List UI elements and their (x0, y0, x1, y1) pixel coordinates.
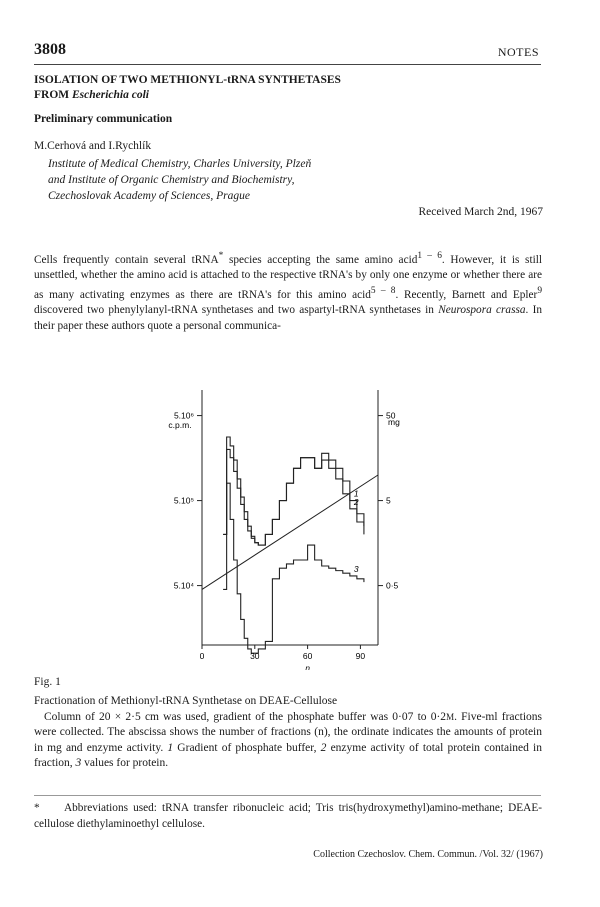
caption-text: Column of 20 × 2·5 cm was used, gradient of the phosphate buffer was 0·07 to 0·2 (44, 710, 447, 723)
citation-ref: 1 – 6 (417, 251, 442, 261)
body-text: discovered two phenylylanyl-tRNA synthetases and two aspartyl-tRNA synthetases in (34, 304, 439, 317)
citation-ref: 5 – 8 (370, 285, 396, 296)
affiliation-line: Institute of Medical Chemistry, Charles University, Plzeň (48, 158, 312, 170)
caption-text: Gradient of phosphate buffer, (173, 741, 321, 754)
received-date: Received March 2nd, 1967 (418, 206, 543, 218)
header-rule (34, 64, 541, 65)
x-tick-label: 60 (302, 651, 313, 661)
journal-footer: Collection Czechoslov. Chem. Commun. /Vol. 32/ (1967) (313, 849, 543, 860)
footnote-text: Abbreviations used: tRNA transfer ribonucleic acid; Tris tris(hydroxymethyl)amino-methane; DEAE-cellulose diethylaminoethyl cellulose. (34, 802, 542, 830)
article-title (34, 73, 554, 103)
right-tick-label: 5 (386, 495, 391, 506)
body-text: . In their paper these authors quote a personal communica- (34, 304, 543, 332)
title-line-2-prefix: FROM (34, 89, 73, 101)
caption-text: . Five-ml fractions were collected. The abscissa shows the number of fractions (n), the ordinate indicates the amounts of protein in mg and enzyme activity. (34, 710, 542, 754)
title-organism: Escherichia coli (72, 89, 150, 101)
footnote-ref: * (218, 251, 224, 261)
chart-marks (202, 437, 378, 653)
series-line-gradient (202, 475, 378, 589)
figure-caption (34, 694, 542, 772)
left-tick-label: 5.10⁶ (173, 410, 194, 421)
article-subtitle: Preliminary communication (34, 113, 173, 125)
title-line-1: ISOLATION OF TWO METHIONYL-tRNA SYNTHETASES (34, 74, 341, 86)
x-tick-label: 0 (199, 651, 205, 661)
series-label: 1 (353, 488, 359, 499)
left-tick-label: 5.10⁵ (173, 495, 194, 506)
citation-ref: 9 (537, 285, 543, 296)
x-tick-label: 90 (355, 651, 366, 661)
authors: M.Cerhová and I.Rychlík (34, 140, 152, 152)
caption-curve-number: 2 (320, 741, 327, 754)
body-text: . Recently, Barnett and Epler (395, 288, 538, 301)
left-axis-label: c.p.m. (168, 420, 192, 430)
x-axis-label: n (305, 663, 310, 670)
footnote-marker: * (34, 802, 40, 814)
chart-labels (168, 411, 400, 670)
caption-curve-number: 1 (167, 741, 174, 754)
figure-chart (150, 375, 450, 670)
x-tick-label: 30 (250, 651, 260, 661)
body-text: . However, it is still unsettled, whether the amino acid is attached to the respective tRNA's by only one enzyme or whether there are as many activating enzymes as there are tRNA's for this amino acid (34, 253, 542, 301)
right-tick-label: 50 (386, 410, 396, 421)
chart-axes (197, 390, 383, 649)
figure-title: Fractionation of Methionyl-tRNA Synthetase on DEAE-Cellulose (34, 695, 338, 707)
section-label: NOTES (497, 45, 539, 59)
caption-unit: M (446, 711, 455, 722)
species-name: Neurospora crassa (438, 304, 526, 317)
caption-curve-number: 3 (75, 757, 82, 770)
body-text: species accepting the same amino acid (223, 253, 418, 266)
affiliation-line: and Institute of Organic Chemistry and Biochemistry, (48, 174, 295, 186)
title-line-2 (34, 88, 554, 103)
body-paragraph (34, 249, 542, 335)
figure-label: Fig. 1 (34, 676, 61, 688)
footnote-rule (34, 795, 541, 796)
right-axis-label: mg (388, 417, 400, 427)
affiliation-line: Czechoslovak Academy of Sciences, Prague (48, 190, 250, 202)
page-number: 3808 (34, 41, 66, 58)
figure-caption-text (34, 710, 542, 772)
body-text: Cells frequently contain several tRNA (34, 253, 219, 266)
series-label: 2 (353, 496, 359, 507)
left-tick-label: 5.10⁴ (173, 580, 194, 591)
footnote (34, 801, 542, 832)
caption-text: enzyme activity of total protein contained in fraction, (34, 741, 542, 770)
caption-text: values for protein. (81, 757, 169, 770)
series-label: 3 (353, 563, 359, 574)
right-tick-label: 0·5 (386, 580, 399, 591)
affiliation (48, 156, 468, 204)
